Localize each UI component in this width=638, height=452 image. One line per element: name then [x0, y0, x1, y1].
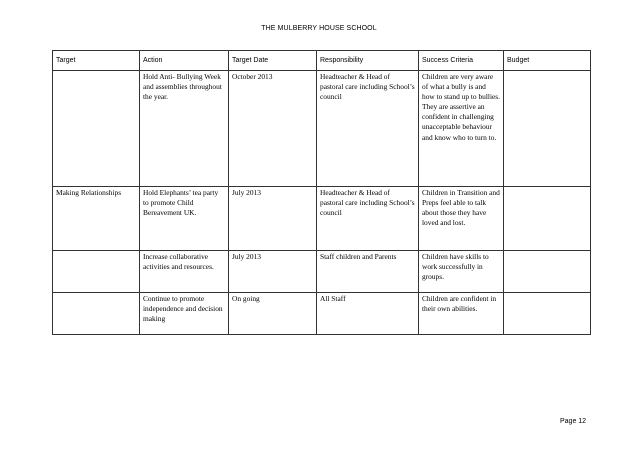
- column-header-success-criteria: Success Criteria: [419, 51, 504, 71]
- cell-action: Hold Anti- Bullying Week and assemblies throughout the year.: [140, 71, 229, 187]
- cell-target-date: October 2013: [229, 71, 317, 187]
- cell-budget: [504, 187, 591, 251]
- cell-target: Making Relationships: [53, 187, 140, 251]
- cell-success-criteria: Children in Transition and Preps feel able to talk about those they have loved and lost.: [419, 187, 504, 251]
- cell-responsibility: Headteacher & Head of pastoral care including School’s council: [317, 187, 419, 251]
- table-row: [53, 251, 591, 293]
- cell-target: [53, 293, 140, 335]
- cell-action: Increase collaborative activities and resources.: [140, 251, 229, 293]
- cell-budget: [504, 251, 591, 293]
- column-header-responsibility: Responsibility: [317, 51, 419, 71]
- page-title: THE MULBERRY HOUSE SCHOOL: [261, 25, 377, 32]
- action-plan-table: [52, 50, 591, 335]
- table-row: [53, 293, 591, 335]
- page-number: Page 12: [560, 418, 587, 425]
- table-row: [53, 187, 591, 251]
- cell-target-date: On going: [229, 293, 317, 335]
- column-header-target: Target: [53, 51, 140, 71]
- cell-target-date: July 2013: [229, 251, 317, 293]
- cell-target: [53, 71, 140, 187]
- cell-action: Hold Elephants’ tea party to promote Child Bereavement UK.: [140, 187, 229, 251]
- cell-success-criteria: Children are very aware of what a bully is and how to stand up to bullies. They are assertive an confident in challenging unacceptable behaviour and know who to turn to.: [419, 71, 504, 187]
- cell-budget: [504, 293, 591, 335]
- cell-success-criteria: Children have skills to work successfully in groups.: [419, 251, 504, 293]
- cell-target: [53, 251, 140, 293]
- cell-responsibility: All Staff: [317, 293, 419, 335]
- column-header-target-date: Target Date: [229, 51, 317, 71]
- cell-budget: [504, 71, 591, 187]
- table-row: [53, 71, 591, 187]
- cell-responsibility: Headteacher & Head of pastoral care including School’s council: [317, 71, 419, 187]
- column-header-budget: Budget: [504, 51, 591, 71]
- column-header-action: Action: [140, 51, 229, 71]
- table-header-row: [53, 51, 591, 71]
- cell-responsibility: Staff children and Parents: [317, 251, 419, 293]
- cell-success-criteria: Children are confident in their own abilities.: [419, 293, 504, 335]
- cell-target-date: July 2013: [229, 187, 317, 251]
- cell-action: Continue to promote independence and decision making: [140, 293, 229, 335]
